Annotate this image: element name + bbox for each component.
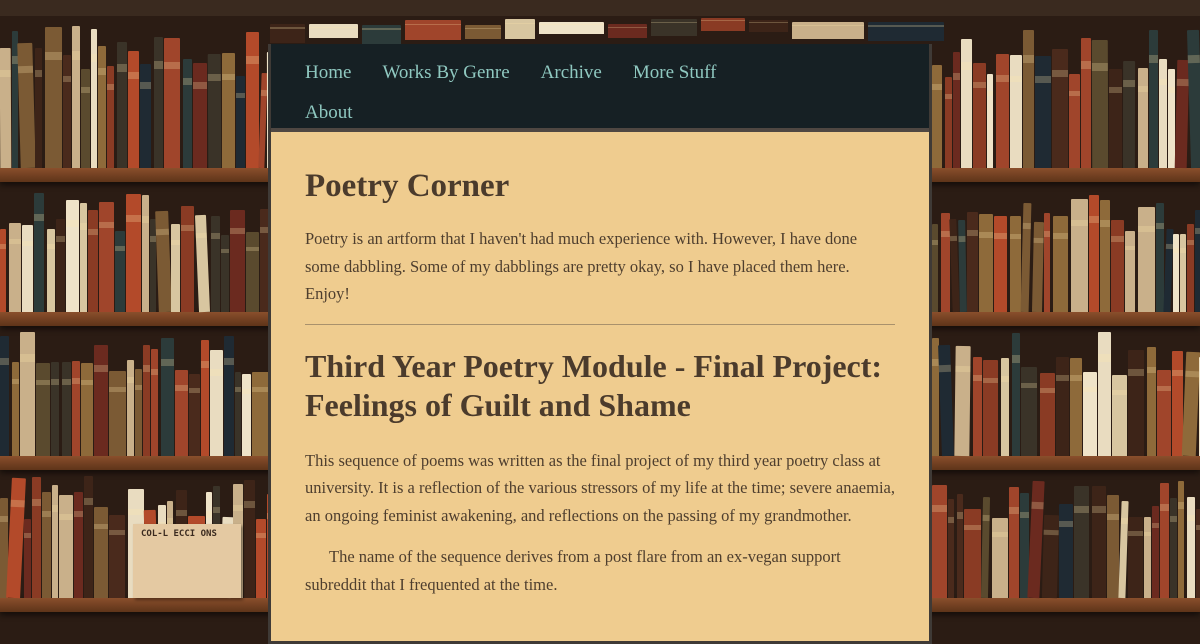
book-spine	[9, 223, 21, 312]
book-spine	[230, 210, 245, 312]
book-spine	[161, 338, 174, 456]
book-spine	[1070, 358, 1082, 456]
book-spine	[107, 66, 114, 168]
book-spine	[109, 515, 125, 598]
book-spine	[127, 360, 134, 456]
book-spine	[1092, 486, 1106, 598]
top-navigation	[271, 44, 929, 132]
stacked-book	[405, 20, 461, 40]
book-spine	[1023, 30, 1034, 168]
section-paragraph-2: The name of the sequence derives from a post flare from an ex-vegan support subreddit that I frequented at the time.	[305, 547, 841, 594]
book-spine	[117, 42, 127, 168]
book-spine	[1187, 30, 1200, 168]
stacked-book	[868, 22, 944, 41]
book-spine	[1149, 30, 1158, 168]
book-spine	[979, 214, 993, 312]
book-spine	[42, 492, 51, 598]
book-spine	[1123, 61, 1135, 168]
book-spine	[62, 362, 71, 456]
book-spine	[1187, 497, 1195, 598]
book-spine	[183, 59, 192, 168]
book-spine	[154, 37, 163, 168]
book-spine	[1021, 203, 1032, 313]
book-spine	[1152, 506, 1159, 598]
book-spine	[22, 225, 33, 312]
book-spine	[987, 74, 993, 168]
book-spine	[1109, 69, 1122, 168]
book-spine	[961, 39, 972, 168]
book-spine	[164, 38, 180, 168]
book-spine	[256, 519, 266, 598]
book-spine	[171, 224, 180, 312]
book-spine	[189, 374, 200, 456]
book-spine	[72, 361, 80, 456]
book-spine	[80, 203, 87, 312]
book-spine	[56, 219, 65, 312]
book-spine	[1170, 498, 1177, 598]
book-spine	[126, 194, 141, 312]
book-spine	[1021, 367, 1037, 456]
book-spine	[1053, 216, 1068, 312]
book-spine	[244, 480, 255, 598]
book-spine	[17, 43, 35, 168]
book-spine	[142, 195, 149, 312]
book-spine	[210, 350, 223, 456]
intro-paragraph: Poetry is an artform that I haven't had much experience with. However, I have done some dabbling. Some of my dabblings are pretty okay, so I have placed them here. Enjoy!	[305, 229, 858, 303]
book-spine	[45, 27, 62, 168]
book-spine	[20, 332, 35, 456]
book-spine	[235, 372, 241, 456]
book-spine	[1160, 483, 1169, 598]
book-spine	[1081, 38, 1091, 168]
book-spine	[34, 193, 44, 312]
book-spine	[246, 32, 259, 168]
stacked-book	[270, 24, 305, 43]
book-spine	[1128, 517, 1143, 598]
book-spine	[1156, 203, 1164, 312]
book-spine	[958, 220, 967, 312]
book-spine	[1182, 352, 1200, 457]
book-spine	[1069, 74, 1080, 168]
page-content	[271, 132, 929, 598]
book-spine	[222, 53, 235, 168]
book-spine	[211, 216, 220, 312]
nav-row-1	[305, 62, 929, 102]
book-spine	[981, 497, 990, 598]
book-spine	[1012, 333, 1020, 456]
book-spine	[109, 371, 126, 456]
book-spine	[36, 363, 50, 456]
book-spine	[143, 345, 150, 456]
book-spine	[1092, 40, 1108, 169]
book-spine	[1083, 372, 1097, 456]
book-spine	[0, 48, 11, 168]
book-spine	[964, 509, 981, 598]
book-spine	[932, 224, 938, 312]
book-spine	[193, 63, 207, 168]
collections-box	[133, 524, 241, 598]
book-spine	[1172, 351, 1183, 456]
stacked-book	[539, 22, 604, 34]
book-spine	[1125, 231, 1135, 312]
book-spine	[957, 494, 963, 598]
book-spine	[932, 65, 942, 168]
book-spine	[52, 485, 58, 598]
book-spine	[1178, 481, 1184, 598]
book-spine	[201, 340, 209, 456]
book-spine	[994, 216, 1007, 312]
book-spine	[208, 54, 222, 168]
book-spine	[1168, 69, 1175, 168]
book-spine	[1059, 504, 1073, 598]
book-spine	[1040, 373, 1055, 456]
book-spine	[24, 519, 31, 598]
book-spine	[973, 357, 982, 456]
stacked-book	[362, 25, 401, 44]
main-page	[268, 44, 932, 644]
book-spine	[128, 51, 139, 168]
book-spine	[1173, 234, 1179, 312]
nav-more-stuff-link[interactable]: More Stuff	[632, 62, 717, 83]
book-spine	[1195, 210, 1200, 312]
book-spine	[1009, 487, 1019, 598]
book-spine	[98, 46, 106, 168]
book-spine	[1035, 56, 1051, 168]
book-spine	[1089, 195, 1099, 312]
book-spine	[1175, 60, 1190, 168]
book-spine	[99, 202, 114, 312]
book-spine	[1052, 49, 1068, 168]
book-spine	[954, 346, 970, 456]
book-spine	[224, 336, 234, 456]
stacked-book	[309, 24, 358, 38]
book-spine	[63, 55, 71, 168]
book-spine	[1044, 213, 1050, 312]
book-spine	[221, 235, 229, 312]
book-spine	[0, 336, 9, 456]
section-divider	[305, 324, 895, 325]
book-spine	[1010, 55, 1022, 168]
book-spine	[88, 210, 98, 312]
book-spine	[246, 232, 259, 312]
stacked-book	[651, 19, 697, 36]
book-spine	[1138, 207, 1155, 312]
book-spine	[81, 69, 90, 168]
book-spine	[12, 362, 19, 456]
book-spine	[1159, 59, 1167, 168]
book-spine	[1032, 222, 1044, 312]
book-spine	[932, 485, 947, 598]
book-spine	[91, 29, 97, 168]
book-spine	[1042, 515, 1059, 598]
book-spine	[945, 77, 952, 168]
book-spine	[32, 477, 41, 598]
nav-about-link[interactable]: About	[305, 102, 353, 123]
book-spine	[967, 212, 978, 312]
book-spine	[94, 507, 108, 598]
stacked-book	[505, 19, 535, 39]
book-spine	[242, 374, 251, 456]
book-spine	[72, 26, 80, 168]
shelf-frame-top	[0, 0, 1200, 16]
section-paragraph-1: This sequence of poems was written as the final project of my third year poetry class at university. It is a reflection of the various stressors of my life at the time; severe anaemia, an ongoing feminist awakening, and reflections on the passing of my grandmother.	[305, 450, 895, 525]
book-spine	[1157, 370, 1171, 456]
book-spine	[948, 499, 954, 598]
book-spine	[953, 52, 960, 168]
book-spine	[47, 229, 55, 312]
book-spine	[66, 200, 79, 312]
book-spine	[1180, 234, 1186, 312]
book-spine	[1056, 357, 1069, 456]
book-spine	[992, 518, 1008, 598]
book-spine	[252, 372, 269, 456]
book-spine	[1074, 486, 1089, 598]
book-spine	[1010, 216, 1021, 312]
book-spine	[155, 211, 172, 312]
book-spine	[1187, 224, 1194, 312]
stacked-book	[749, 20, 788, 32]
book-spine	[1112, 375, 1127, 456]
stacked-book	[792, 22, 864, 39]
book-spine	[35, 48, 42, 168]
book-spine	[135, 369, 142, 456]
book-spine	[175, 370, 188, 456]
book-spine	[115, 231, 125, 312]
book-spine	[195, 214, 210, 312]
book-spine	[94, 345, 108, 456]
book-spine	[0, 229, 6, 312]
stacked-book	[465, 25, 501, 39]
book-spine	[6, 477, 26, 598]
book-spine	[1107, 495, 1119, 598]
book-spine	[973, 63, 986, 168]
nav-archive-link[interactable]: Archive	[540, 62, 602, 83]
book-spine	[983, 360, 998, 456]
book-spine	[996, 54, 1009, 168]
book-spine	[51, 362, 59, 456]
collections-box-label: COL-L ECCI ONS	[141, 529, 217, 539]
stacked-book	[701, 18, 745, 31]
book-spine	[1100, 200, 1110, 312]
book-spine	[1147, 347, 1156, 456]
book-spine	[236, 76, 245, 168]
nav-works-by-genre-link[interactable]: Works By Genre	[382, 62, 510, 83]
book-spine	[1071, 199, 1088, 312]
book-spine	[151, 349, 158, 456]
book-spine	[181, 206, 194, 312]
book-spine	[81, 363, 93, 456]
book-spine	[1144, 517, 1151, 598]
book-spine	[1196, 509, 1200, 598]
book-spine	[1001, 358, 1009, 456]
book-spine	[938, 345, 954, 456]
section-heading: Third Year Poetry Module - Final Project: Feelings of Guilt and Shame	[305, 347, 883, 423]
book-spine	[84, 476, 93, 598]
book-spine	[1138, 68, 1148, 168]
nav-home-link[interactable]: Home	[305, 62, 352, 83]
book-spine	[59, 495, 73, 598]
book-spine	[1098, 332, 1111, 456]
book-spine	[1111, 220, 1124, 312]
book-spine	[74, 492, 83, 598]
page-title: Poetry Corner	[305, 168, 510, 204]
book-spine	[1128, 350, 1144, 456]
stacked-book	[608, 24, 647, 38]
book-spine	[140, 64, 151, 168]
